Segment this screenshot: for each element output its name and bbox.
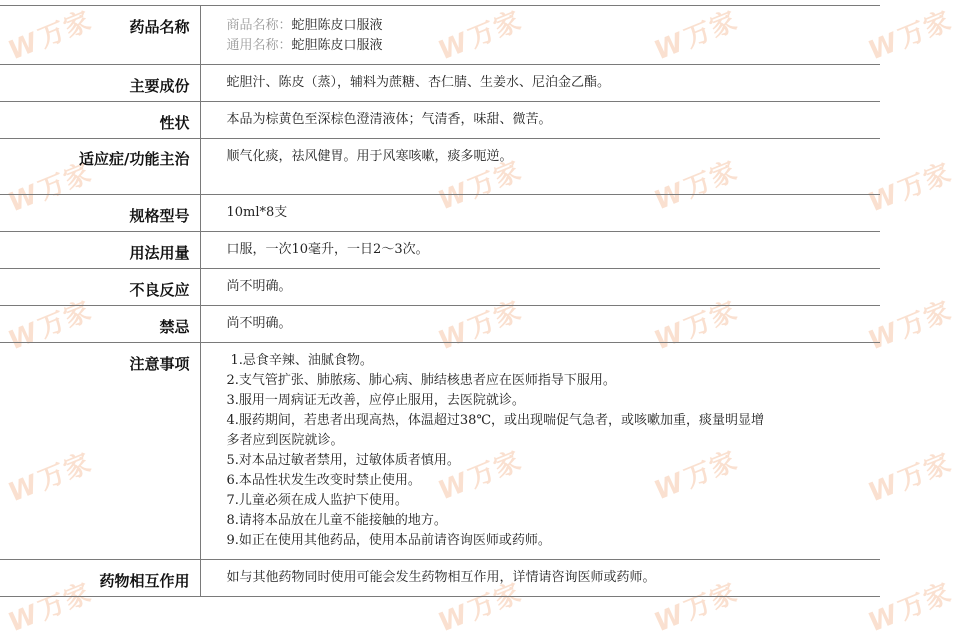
row-adverse-reactions	[0, 269, 880, 306]
row-value: 蛇胆汁、陈皮（蒸），辅料为蔗糖、杏仁腈、生姜水、尼泊金乙酯。	[200, 65, 880, 102]
row-contraindications	[0, 306, 880, 343]
precaution-item: 5.对本品过敏者禁用，过敏体质者慎用。	[226, 453, 460, 468]
watermark-logo: W万家	[650, 446, 742, 507]
precaution-item: 3.服用一周病证无改善，应停止服用，去医院就诊。	[226, 393, 525, 408]
row-appearance	[0, 102, 880, 139]
row-dosage	[0, 232, 880, 269]
row-value: 本品为棕黄色至深棕色澄清液体；气清香，味甜、微苦。	[200, 102, 880, 139]
watermark-logo: W万家	[434, 578, 526, 639]
row-ingredients	[0, 65, 880, 102]
watermark-logo: W万家	[434, 296, 526, 357]
watermark-logo: W万家	[434, 6, 526, 67]
drug-info-table	[0, 5, 880, 597]
row-label: 注意事项	[0, 343, 200, 560]
row-value	[200, 343, 880, 560]
row-label: 主要成份	[0, 65, 200, 102]
precaution-item: 6.本品性状发生改变时禁止使用。	[226, 473, 421, 488]
row-label: 适应症/功能主治	[0, 139, 200, 195]
row-indications	[0, 139, 880, 195]
row-label: 不良反应	[0, 269, 200, 306]
watermark-logo: W万家	[4, 158, 96, 219]
watermark-logo: W万家	[434, 446, 526, 507]
row-value: 如与其他药物同时使用可能会发生药物相互作用，详情请咨询医师或药师。	[200, 560, 880, 597]
precaution-item: 2.支气管扩张、肺脓疡、肺心病、肺结核患者应在医师指导下服用。	[226, 373, 616, 388]
generic-name-line: 通用名称：蛇胆陈皮口服液	[226, 38, 383, 53]
row-precautions	[0, 343, 880, 560]
precaution-item: 7.儿童必须在成人监护下使用。	[226, 493, 408, 508]
row-value: 尚不明确。	[200, 269, 880, 306]
row-label: 药品名称	[0, 6, 200, 65]
watermark-logo: W万家	[864, 578, 956, 639]
row-drug-interactions	[0, 560, 880, 597]
row-label: 性状	[0, 102, 200, 139]
row-drug-name	[0, 6, 880, 65]
watermark-logo: W万家	[864, 296, 956, 357]
row-value: 顺气化痰，祛风健胃。用于风寒咳嗽，痰多呃逆。	[200, 139, 880, 195]
watermark-logo: W万家	[650, 156, 742, 217]
row-label: 药物相互作用	[0, 560, 200, 597]
watermark-logo: W万家	[4, 578, 96, 639]
watermark-logo: W万家	[650, 6, 742, 67]
watermark-logo: W万家	[4, 6, 96, 67]
precaution-item: 9.如正在使用其他药品，使用本品前请咨询医师或药师。	[226, 533, 551, 548]
row-label: 禁忌	[0, 306, 200, 343]
row-value: 尚不明确。	[200, 306, 880, 343]
row-label: 规格型号	[0, 195, 200, 232]
watermark-logo: W万家	[434, 156, 526, 217]
watermark-logo: W万家	[4, 296, 96, 357]
precaution-item: 1.忌食辛辣、油腻食物。	[230, 353, 373, 368]
precaution-item: 4.服药期间，若患者出现高热，体温超过38℃，或出现喘促气急者，或咳嗽加重，痰量明显增多者应到医院就诊。	[226, 413, 764, 448]
row-value: 10ml*8支	[200, 195, 880, 232]
watermark-logo: W万家	[650, 296, 742, 357]
watermark-logo: W万家	[4, 448, 96, 509]
trade-name-line: 商品名称：蛇胆陈皮口服液	[226, 18, 383, 33]
row-value: 口服，一次10毫升，一日2～3次。	[200, 232, 880, 269]
row-specification	[0, 195, 880, 232]
watermark-logo: W万家	[650, 578, 742, 639]
watermark-logo: W万家	[864, 158, 956, 219]
watermark-logo: W万家	[864, 6, 956, 67]
watermark-logo: W万家	[864, 448, 956, 509]
row-label: 用法用量	[0, 232, 200, 269]
row-value	[200, 6, 880, 65]
precaution-item: 8.请将本品放在儿童不能接触的地方。	[226, 513, 447, 528]
